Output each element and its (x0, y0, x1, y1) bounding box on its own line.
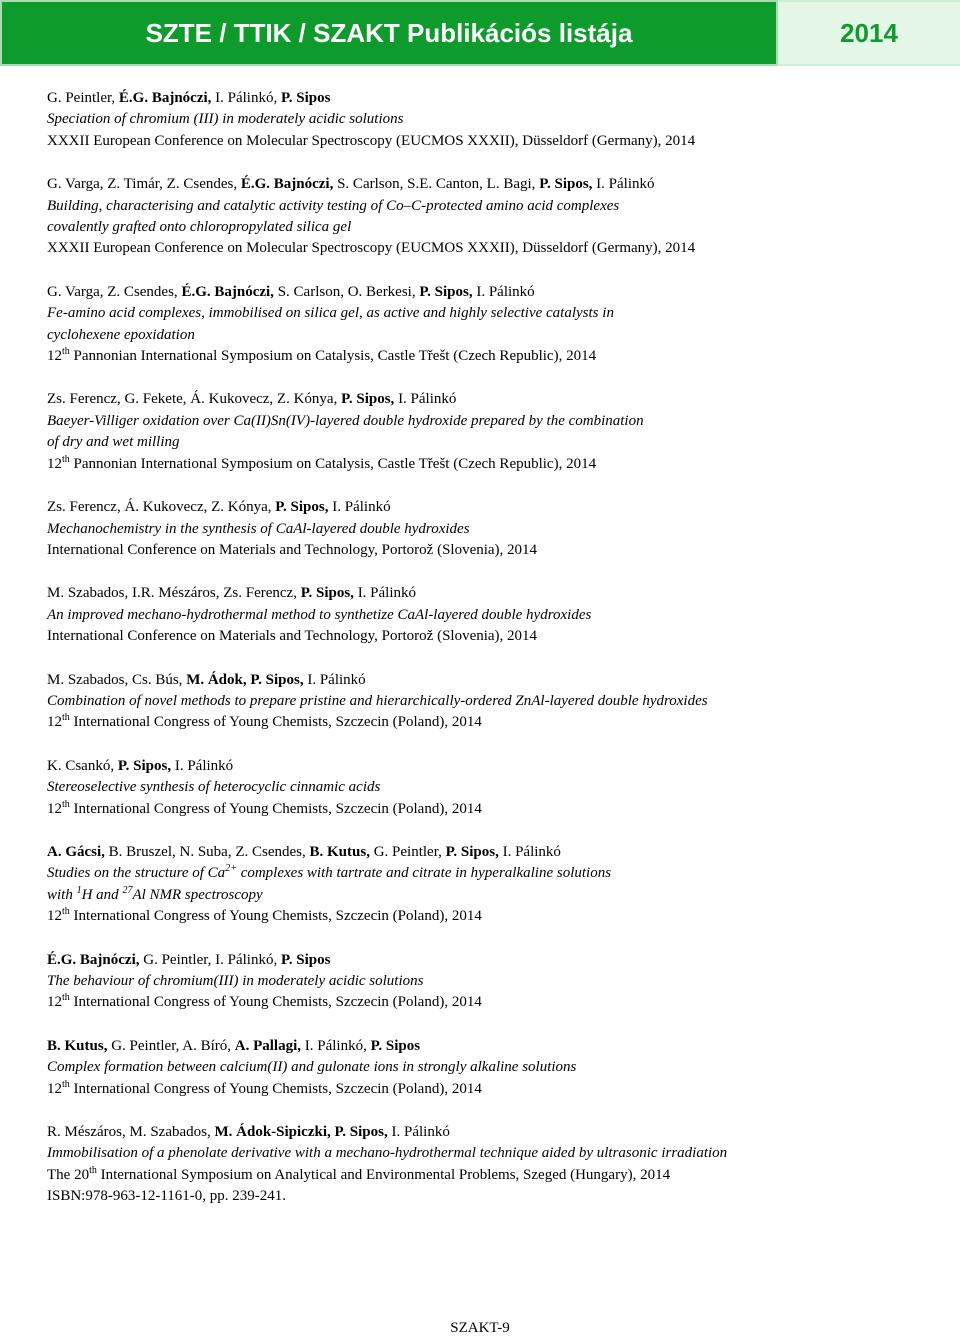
author-run: P. Sipos (370, 1037, 421, 1054)
author-run: É.G. Bajnóczi, (47, 951, 144, 968)
publication-authors (47, 1122, 927, 1143)
text-run: International Symposium on Analytical and Environmental Problems, Szeged (Hungary), 2014 (96, 1166, 671, 1183)
header-year: 2014 (778, 0, 960, 66)
publication-authors (47, 389, 927, 410)
author-run: P. Sipos (280, 951, 331, 968)
author-run: P. Sipos (280, 90, 331, 106)
text-run: XXXII European Conference on Molecular Spectroscopy (EUCMOS XXXII), Düsseldorf (Germany), 2014 (47, 132, 696, 149)
text-run: International Conference on Materials and Technology, Portorož (Slovenia), 2014 (47, 628, 538, 645)
author-run: S. Carlson, O. Berkesi, (277, 283, 420, 300)
publication-authors (47, 282, 927, 303)
author-run: I. Pálinkó (332, 499, 391, 516)
text-run: International Congress of Young Chemists, Szczecin (Poland), 2014 (69, 908, 482, 925)
text-run: An improved mechano-hydrothermal method to synthetize CaAl-layered double hydroxides (47, 606, 592, 623)
publication-venue-line (47, 1186, 927, 1207)
author-run: G. Peintler, (47, 90, 119, 106)
author-run: A. Pallagi, (234, 1037, 305, 1054)
author-run: M. Ádok, P. Sipos, (186, 671, 308, 688)
publication-entry (47, 1122, 927, 1208)
publication-authors (47, 88, 927, 109)
publication-title-line (47, 777, 927, 798)
publication-title-line (47, 863, 927, 884)
publication-authors (47, 497, 927, 518)
author-run: I. Pálinkó (357, 585, 417, 602)
text-run: Immobilisation of a phenolate derivative with a mechano-hydrothermal technique aided by ultrasonic irradiation (47, 1145, 728, 1162)
publication-title-line (47, 971, 927, 992)
text-run: H and (81, 886, 123, 903)
superscript: th (89, 1164, 97, 1176)
superscript: th (62, 798, 70, 810)
publication-authors (47, 950, 927, 971)
publication-title-line (47, 432, 927, 453)
text-run: Combination of novel methods to prepare pristine and hierarchically-ordered ZnAl-layered double hydroxides (47, 692, 708, 709)
author-run: B. Kutus, (47, 1037, 112, 1054)
publication-entry (47, 756, 927, 820)
text-run: Speciation of chromium (III) in moderately acidic solutions (47, 111, 404, 128)
publication-title-line (47, 885, 927, 906)
publication-authors (47, 756, 927, 777)
text-run: 12 (47, 908, 62, 925)
author-run: I. Pálinkó (502, 843, 561, 860)
author-run: P. Sipos, (539, 176, 597, 193)
text-run: of dry and wet milling (47, 434, 180, 451)
publication-venue-line (47, 626, 927, 647)
text-run: Stereoselective synthesis of heterocyclic cinnamic acids (47, 779, 381, 796)
text-run: The 20 (47, 1166, 90, 1183)
text-run: Studies on the structure of Ca (47, 865, 226, 882)
publication-title-line (47, 109, 927, 130)
publication-title-line (47, 325, 927, 346)
author-run: É.G. Bajnóczi, (181, 283, 278, 300)
author-run: R. Mészáros, M. Szabados, (47, 1124, 215, 1141)
publication-title-line (47, 1057, 927, 1078)
author-run: I. Pálinkó (596, 176, 655, 193)
author-run: I. Pálinkó (391, 1124, 450, 1141)
superscript: th (62, 1078, 70, 1090)
publication-venue-line (47, 906, 927, 927)
superscript: 2+ (225, 863, 237, 875)
text-run: International Congress of Young Chemists, Szczecin (Poland), 2014 (69, 994, 482, 1011)
publication-venue-line (47, 712, 927, 733)
author-run: I. Pálinkó (174, 757, 234, 774)
superscript: th (62, 712, 70, 724)
text-run: International Congress of Young Chemists, Szczecin (Poland), 2014 (69, 1080, 482, 1097)
author-run: A. Gácsi, (47, 843, 109, 860)
publication-venue-line (47, 799, 927, 820)
author-run: K. Csankó, (47, 757, 118, 774)
page-footer-label: SZAKT-9 (450, 1320, 510, 1336)
publication-title-line (47, 691, 927, 712)
publication-title-line (47, 303, 927, 324)
text-run: International Congress of Young Chemists, Szczecin (Poland), 2014 (69, 714, 482, 731)
author-run: P. Sipos, (341, 391, 399, 408)
text-run: Building, characterising and catalytic activity testing of Co–C-protected amino acid complexes (47, 197, 620, 214)
publication-venue-line (47, 1165, 927, 1186)
text-run: covalently grafted onto chloropropylated silica gel (47, 219, 352, 236)
author-run: É.G. Bajnóczi, (240, 176, 338, 193)
publication-venue-line (47, 238, 927, 259)
publication-authors (47, 1036, 927, 1057)
author-run: P. Sipos, (275, 499, 333, 516)
author-run: P. Sipos, (300, 585, 358, 602)
header-title: SZTE / TTIK / SZAKT Publikációs listája (0, 0, 778, 66)
publication-list (47, 88, 927, 1230)
publication-venue-line (47, 131, 927, 152)
author-run: I. Pálinkó, (215, 90, 281, 106)
author-run: Zs. Ferencz, G. Fekete, Á. Kukovecz, Z. Kónya, (47, 391, 342, 408)
author-run: P. Sipos, (117, 757, 175, 774)
text-run: Complex formation between calcium(II) and gulonate ions in strongly alkaline solutions (47, 1059, 577, 1076)
author-run: G. Peintler, (373, 843, 446, 860)
text-run: Al NMR spectroscopy (132, 886, 263, 903)
author-run: I. Pálinkó (307, 671, 366, 688)
publication-title-line (47, 519, 927, 540)
publication-title-line (47, 217, 927, 238)
author-run: M. Szabados, I.R. Mészáros, Zs. Ferencz, (47, 585, 301, 602)
publication-venue-line (47, 992, 927, 1013)
text-run: Fe-amino acid complexes, immobilised on silica gel, as active and highly selective catalysts in (47, 305, 614, 322)
text-run: Pannonian International Symposium on Catalysis, Castle Třešt (Czech Republic), 2014 (69, 455, 597, 472)
author-run: M. Ádok-Sipiczki, P. Sipos, (214, 1124, 392, 1141)
publication-entry (47, 950, 927, 1014)
publication-authors (47, 174, 927, 195)
publication-entry (47, 583, 927, 647)
text-run: with (47, 886, 77, 903)
text-run: 12 (47, 994, 62, 1011)
publication-entry (47, 670, 927, 734)
author-run: I. Pálinkó (476, 283, 535, 300)
text-run: XXXII European Conference on Molecular Spectroscopy (EUCMOS XXXII), Düsseldorf (Germany), 2014 (47, 240, 696, 257)
author-run: B. Kutus, (309, 843, 374, 860)
text-run: International Congress of Young Chemists, Szczecin (Poland), 2014 (69, 800, 482, 817)
text-run: ISBN:978-963-12-1161-0, pp. 239-241. (47, 1188, 287, 1205)
author-run: S. Carlson, S.E. Canton, L. Bagi, (337, 176, 540, 193)
superscript: 27 (122, 884, 133, 896)
text-run: 12 (47, 348, 62, 365)
author-run: G. Varga, Z. Csendes, (47, 283, 182, 300)
publication-entry (47, 497, 927, 561)
author-run: P. Sipos, (419, 283, 477, 300)
publication-venue-line (47, 540, 927, 561)
publication-authors (47, 583, 927, 604)
page-header (0, 0, 960, 66)
author-run: G. Peintler, A. Bíró, (111, 1037, 235, 1054)
text-run: Pannonian International Symposium on Catalysis, Castle Třešt (Czech Republic), 2014 (69, 348, 597, 365)
publication-entry (47, 842, 927, 928)
author-run: P. Sipos, (445, 843, 503, 860)
publication-entry (47, 1036, 927, 1100)
publication-authors (47, 842, 927, 863)
publication-title-line (47, 605, 927, 626)
author-run: B. Bruszel, N. Suba, Z. Csendes, (108, 843, 310, 860)
author-run: G. Varga, Z. Timár, Z. Csendes, (47, 176, 241, 193)
superscript: th (62, 992, 70, 1004)
superscript: th (62, 906, 70, 918)
author-run: M. Szabados, Cs. Bús, (47, 671, 187, 688)
text-run: 12 (47, 800, 62, 817)
text-run: cyclohexene epoxidation (47, 326, 195, 343)
publication-entry (47, 389, 927, 475)
text-run: Mechanochemistry in the synthesis of CaAl-layered double hydroxides (47, 520, 470, 537)
text-run: The behaviour of chromium(III) in moderately acidic solutions (47, 973, 424, 989)
publication-entry (47, 88, 927, 152)
author-run: É.G. Bajnóczi, (118, 90, 216, 106)
publication-title-line (47, 411, 927, 432)
superscript: th (62, 453, 70, 465)
author-run: Zs. Ferencz, Á. Kukovecz, Z. Kónya, (47, 499, 276, 516)
superscript: 1 (76, 884, 82, 896)
text-run: complexes with tartrate and citrate in hyperalkaline solutions (236, 865, 612, 882)
superscript: th (62, 346, 70, 358)
author-run: G. Peintler, I. Pálinkó, (143, 951, 281, 968)
publication-entry (47, 282, 927, 368)
publication-title-line (47, 196, 927, 217)
author-run: I. Pálinkó (398, 391, 457, 408)
text-run: 12 (47, 455, 62, 472)
text-run: 12 (47, 1080, 62, 1097)
publication-venue-line (47, 454, 927, 475)
author-run: I. Pálinkó, (304, 1037, 371, 1054)
publication-entry (47, 174, 927, 260)
text-run: International Conference on Materials and Technology, Portorož (Slovenia), 2014 (47, 541, 538, 558)
text-run: 12 (47, 714, 62, 731)
publication-authors (47, 670, 927, 691)
publication-venue-line (47, 346, 927, 367)
text-run: Baeyer-Villiger oxidation over Ca(II)Sn(IV)-layered double hydroxide prepared by the combination (47, 412, 644, 429)
publication-venue-line (47, 1079, 927, 1100)
publication-title-line (47, 1143, 927, 1164)
